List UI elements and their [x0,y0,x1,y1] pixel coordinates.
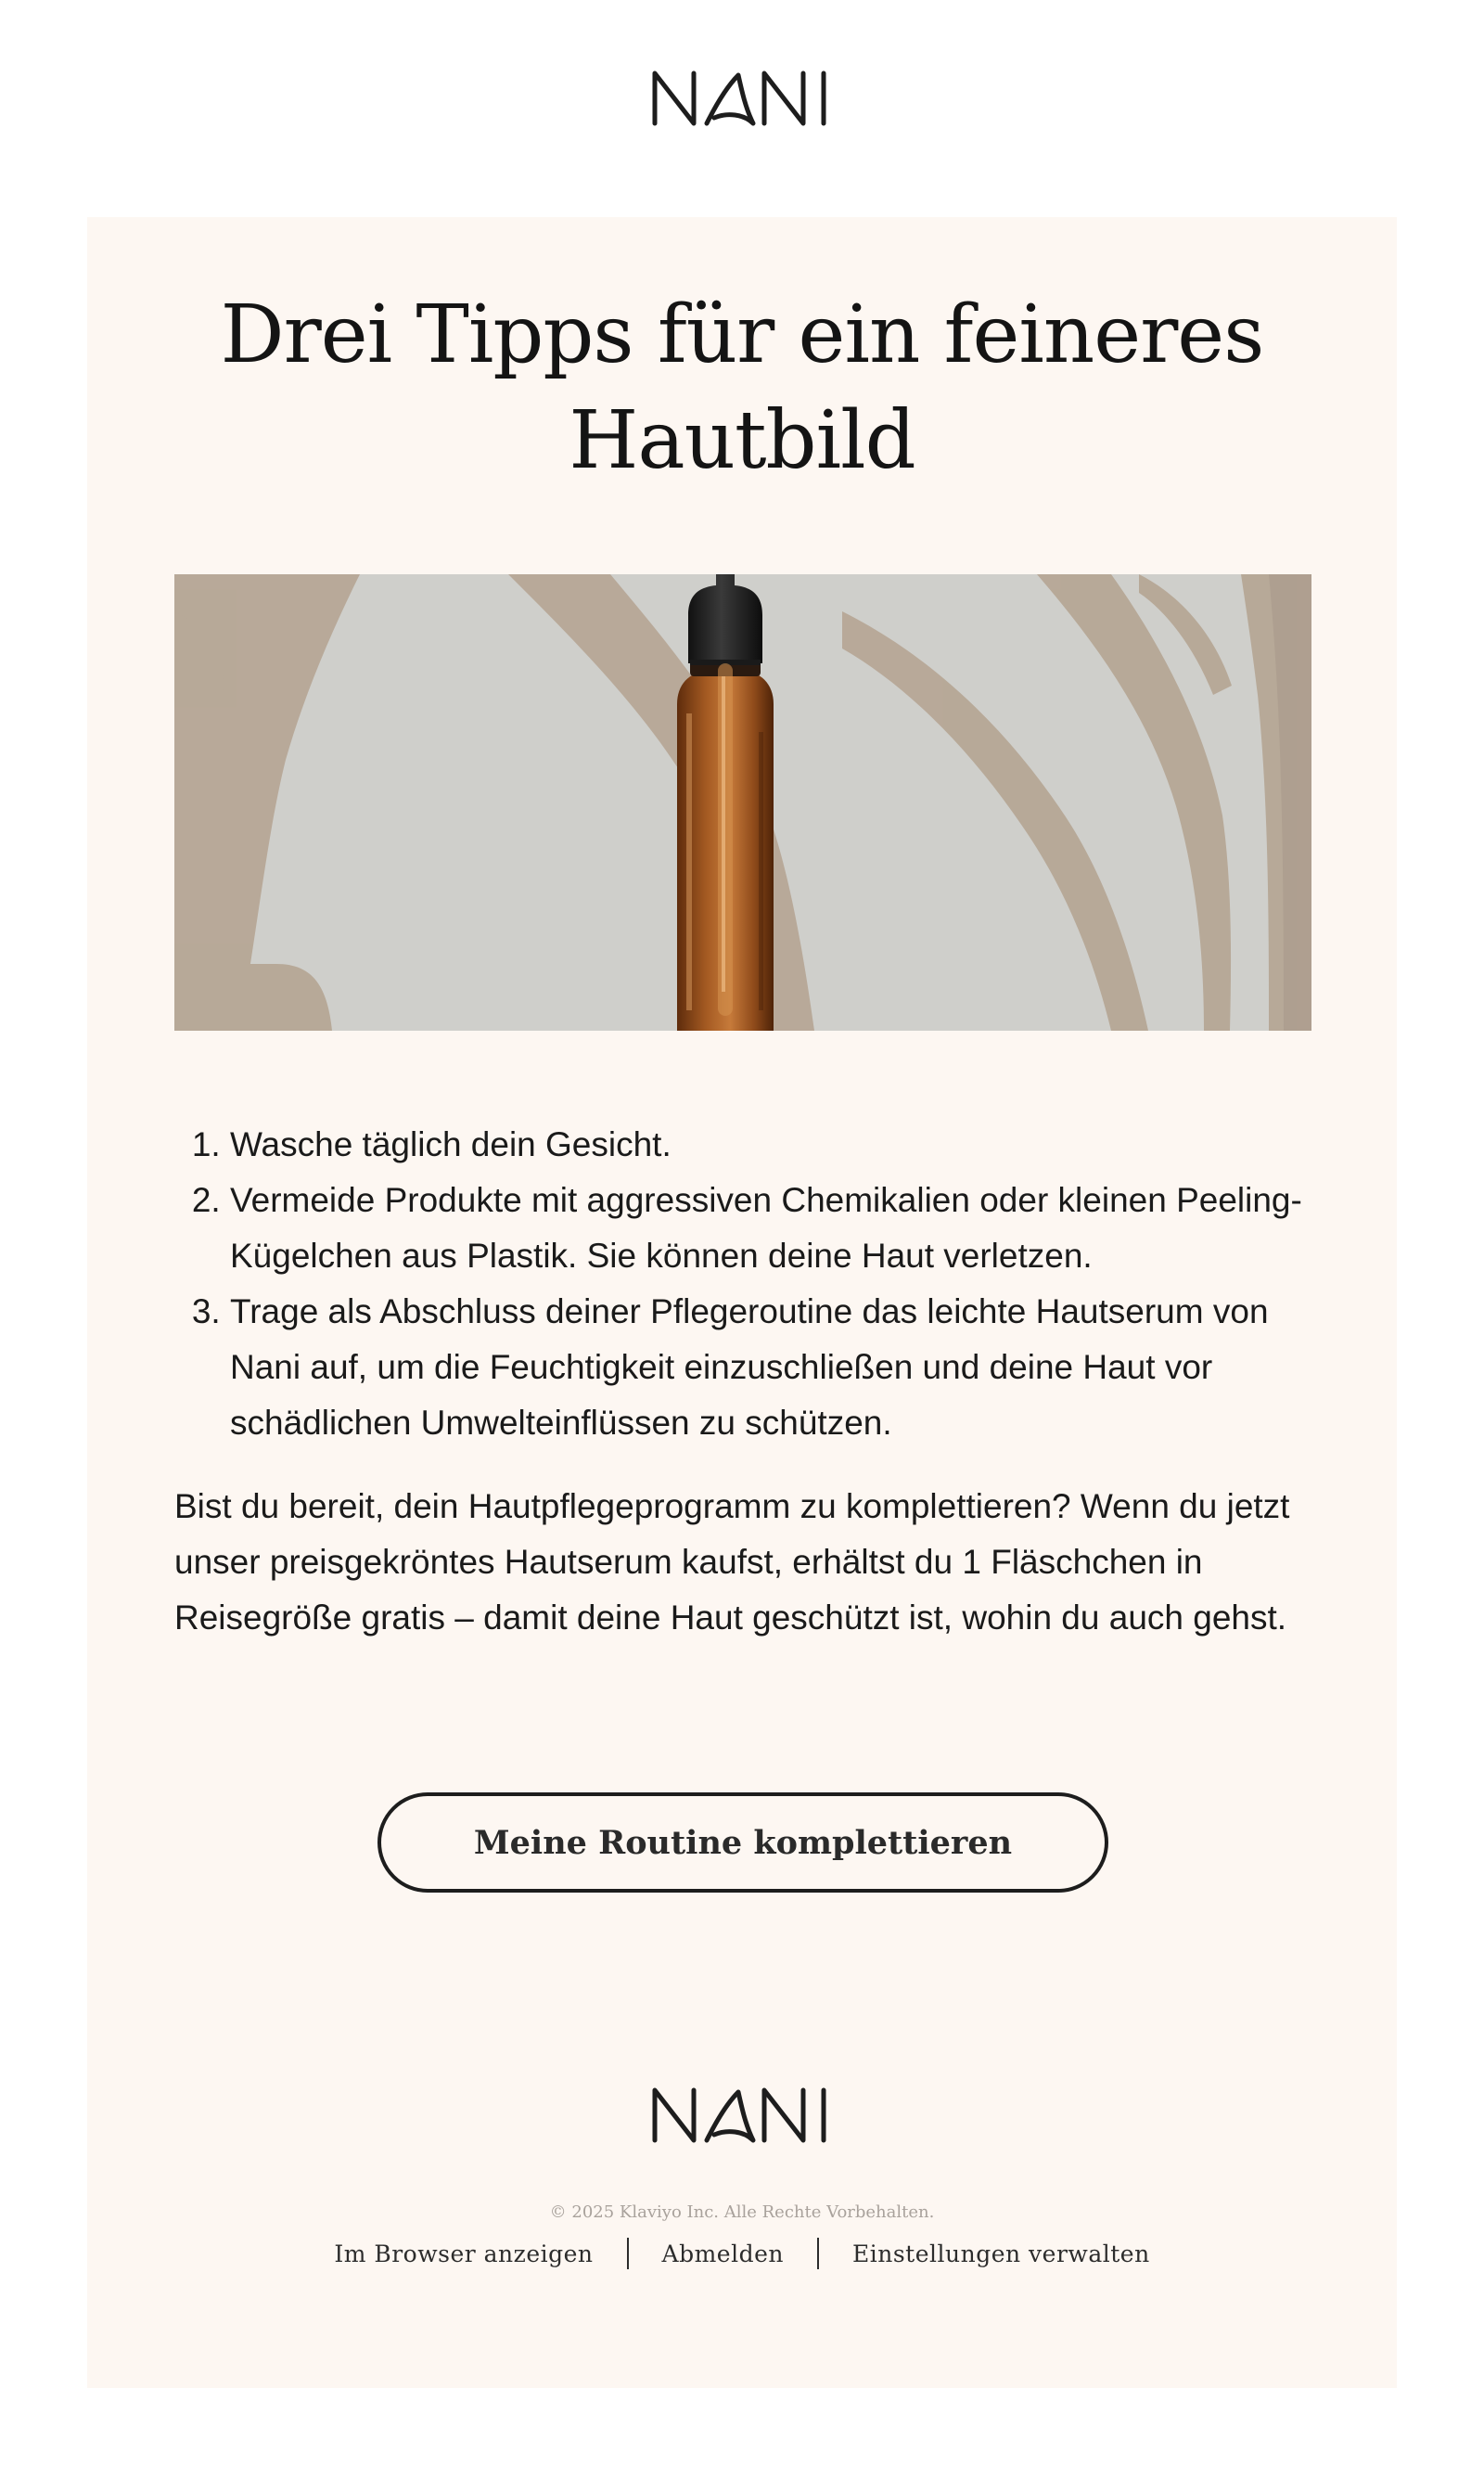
copyright-text: © 2025 Klaviyo Inc. Alle Rechte Vorbehalten. [549,2202,935,2222]
unsubscribe-link[interactable]: Abmelden [661,2240,784,2267]
view-in-browser-link[interactable]: Im Browser anzeigen [334,2240,594,2267]
nani-logo-icon [649,68,835,127]
tip-item-2: 2. Vermeide Produkte mit aggressiven Chemikalien oder kleinen Peeling-Kügelchen aus Plastik. Sie können deine Haut verletzen. [230,1173,1311,1284]
headline [87,282,1397,494]
headline-line-1: Drei Tipps für ein feineres [220,289,1264,381]
manage-preferences-link[interactable]: Einstellungen verwalten [852,2240,1150,2267]
hero-image [174,574,1311,1031]
body-paragraph: Bist du bereit, dein Hautpflegeprogramm zu komplettieren? Wenn du jetzt unser preisgekröntes Hautserum kaufst, erhältst du 1 Fläschchen in Reisegröße gratis – damit deine Haut geschützt ist, wohin du auch gehst. [174,1487,1290,1637]
footer-links [87,2238,1397,2269]
header-logo[interactable] [0,56,1484,139]
tip-item-3: 3. Trage als Abschluss deiner Pflegeroutine das leichte Hautserum von Nani auf, um die Feuchtigkeit einzuschließen und deine Haut vor schädlichen Umwelteinflüssen zu schützen. [230,1284,1311,1451]
email-card [87,217,1397,2388]
tip-item-1: 1. Wasche täglich dein Gesicht. [230,1117,1311,1173]
nani-logo-icon [649,2085,835,2144]
tips-list [174,1117,1311,1451]
complete-routine-button[interactable]: Meine Routine komplettieren [377,1792,1108,1893]
headline-line-2: Hautbild [569,394,915,487]
footer-logo[interactable] [87,2073,1397,2156]
